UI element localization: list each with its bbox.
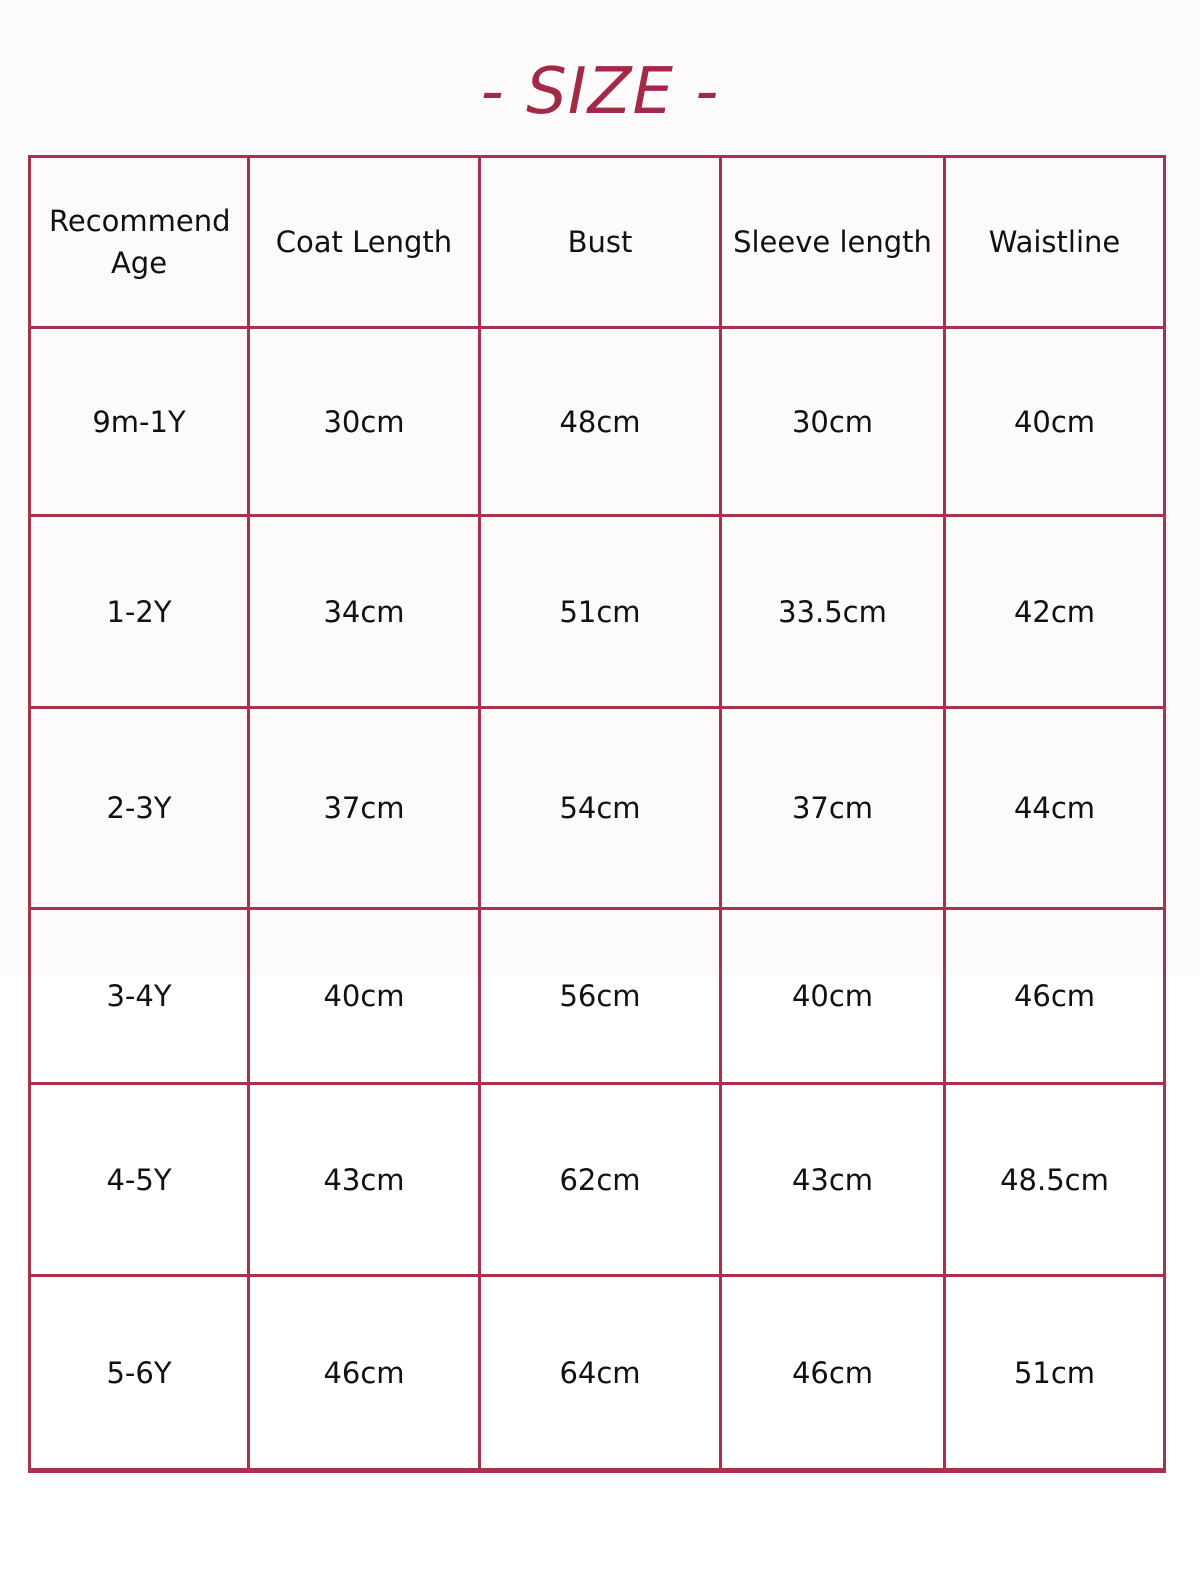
cell-sleeve-length: 46cm xyxy=(721,1276,945,1471)
cell-age: 3-4Y xyxy=(30,909,249,1084)
cell-sleeve-length: 43cm xyxy=(721,1084,945,1276)
header-sleeve-length: Sleeve length xyxy=(721,157,945,328)
cell-bust: 64cm xyxy=(480,1276,721,1471)
cell-bust: 54cm xyxy=(480,708,721,909)
cell-coat-length: 46cm xyxy=(249,1276,480,1471)
cell-age: 9m-1Y xyxy=(30,328,249,516)
cell-waistline: 44cm xyxy=(945,708,1165,909)
table-row xyxy=(30,516,1165,708)
cell-waistline: 40cm xyxy=(945,328,1165,516)
cell-sleeve-length: 40cm xyxy=(721,909,945,1084)
cell-waistline: 48.5cm xyxy=(945,1084,1165,1276)
cell-bust: 51cm xyxy=(480,516,721,708)
table-row xyxy=(30,708,1165,909)
header-waistline: Waistline xyxy=(945,157,1165,328)
header-recommend-age: Recommend Age xyxy=(30,157,249,328)
cell-bust: 62cm xyxy=(480,1084,721,1276)
cell-sleeve-length: 33.5cm xyxy=(721,516,945,708)
cell-age: 1-2Y xyxy=(30,516,249,708)
cell-age: 4-5Y xyxy=(30,1084,249,1276)
header-bust: Bust xyxy=(480,157,721,328)
cell-sleeve-length: 30cm xyxy=(721,328,945,516)
cell-sleeve-length: 37cm xyxy=(721,708,945,909)
size-chart-table xyxy=(28,155,1166,1473)
cell-coat-length: 30cm xyxy=(249,328,480,516)
table-header-row xyxy=(30,157,1165,328)
cell-bust: 48cm xyxy=(480,328,721,516)
cell-coat-length: 43cm xyxy=(249,1084,480,1276)
header-coat-length: Coat Length xyxy=(249,157,480,328)
cell-age: 2-3Y xyxy=(30,708,249,909)
table-row xyxy=(30,1276,1165,1471)
cell-coat-length: 34cm xyxy=(249,516,480,708)
cell-coat-length: 37cm xyxy=(249,708,480,909)
table-row xyxy=(30,328,1165,516)
table-row xyxy=(30,909,1165,1084)
cell-waistline: 51cm xyxy=(945,1276,1165,1471)
cell-age: 5-6Y xyxy=(30,1276,249,1471)
table-row xyxy=(30,1084,1165,1276)
cell-bust: 56cm xyxy=(480,909,721,1084)
page-title: - SIZE - xyxy=(480,55,720,129)
cell-waistline: 46cm xyxy=(945,909,1165,1084)
cell-coat-length: 40cm xyxy=(249,909,480,1084)
cell-waistline: 42cm xyxy=(945,516,1165,708)
